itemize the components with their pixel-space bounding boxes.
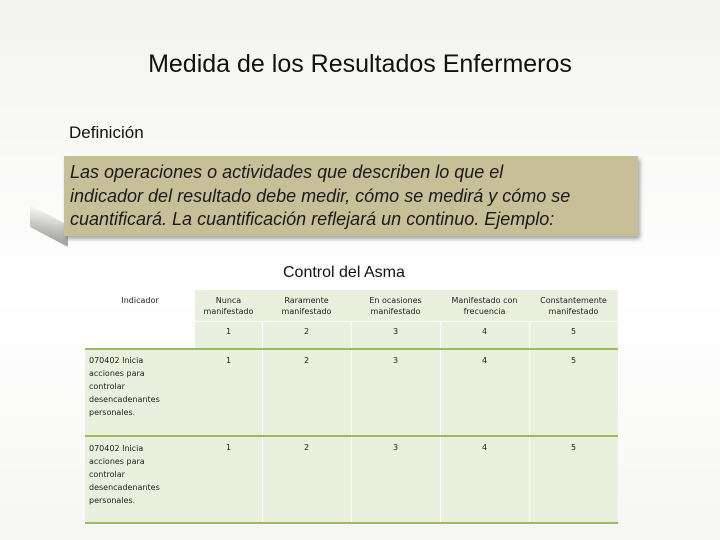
slide-title: Medida de los Resultados Enfermeros xyxy=(148,50,572,78)
callout-line-2: indicador del resultado debe medir, cómo se medirá y cómo se xyxy=(70,185,571,206)
scale-value: 3 xyxy=(392,327,399,336)
row-2-label-line: personales. xyxy=(89,496,136,505)
row-1-label-line: acciones para xyxy=(89,369,145,378)
row-2-value: 1 xyxy=(225,443,232,452)
row-1-value: 5 xyxy=(570,356,577,365)
column-header-4-line-1: Manifestado con xyxy=(451,296,518,305)
column-header-4-line-2: frecuencia xyxy=(463,307,506,316)
row-2-value: 4 xyxy=(481,443,488,452)
row-2-label-line: controlar xyxy=(89,470,125,479)
row-2-label-line: acciones para xyxy=(89,457,145,466)
row-2-label-line: desencadenantes xyxy=(89,483,160,492)
table-col-divider xyxy=(351,321,352,523)
table-title: Control del Asma xyxy=(283,264,405,281)
column-header-5-line-1: Constantemente xyxy=(540,296,607,305)
column-header-1-line-2: manifestado xyxy=(203,307,254,316)
row-1-label-line: 070402 Inicia xyxy=(89,356,144,365)
section-subtitle: Definición xyxy=(69,123,144,142)
column-header-4 xyxy=(440,295,529,317)
scale-value: 4 xyxy=(481,327,488,336)
definition-callout xyxy=(64,156,638,236)
row-2-value: 2 xyxy=(303,443,310,452)
table-col-divider xyxy=(262,321,263,523)
column-header-1-line-1: Nunca xyxy=(215,296,242,305)
column-header-2 xyxy=(262,295,351,317)
scale-value: 5 xyxy=(570,327,577,336)
row-2-indicator xyxy=(85,442,195,507)
table-col-divider xyxy=(440,321,441,523)
row-1-value: 4 xyxy=(481,356,488,365)
column-header-3-line-1: En ocasiones xyxy=(369,296,422,305)
row-2-value: 3 xyxy=(392,443,399,452)
callout-pointer xyxy=(30,205,68,247)
column-header-1 xyxy=(195,295,262,317)
table-row-divider xyxy=(195,321,618,322)
table-rule xyxy=(85,435,618,437)
column-header-5-line-2: manifestado xyxy=(548,307,599,316)
column-header-5 xyxy=(529,295,618,317)
table-col-divider xyxy=(529,321,530,523)
table-rule xyxy=(85,522,618,524)
table-rule xyxy=(85,348,618,350)
column-header-2-line-1: Raramente xyxy=(284,296,329,305)
row-1-value: 3 xyxy=(392,356,399,365)
row-1-value: 2 xyxy=(303,356,310,365)
column-header-indicador: Indicador xyxy=(121,296,159,305)
row-1-value: 1 xyxy=(225,356,232,365)
column-header-2-line-2: manifestado xyxy=(281,307,332,316)
row-1-label-line: personales. xyxy=(89,408,136,417)
column-header-3-line-2: manifestado xyxy=(370,307,421,316)
row-1-label-line: desencadenantes xyxy=(89,395,160,404)
callout-line-3: cuantificará. La cuantificación reflejará un continuo. Ejemplo: xyxy=(70,209,555,229)
callout-line-1: Las operaciones o actividades que describen lo que el xyxy=(70,162,504,182)
scale-value: 1 xyxy=(225,327,232,336)
row-1-label-line: controlar xyxy=(89,382,125,391)
row-2-value: 5 xyxy=(570,443,577,452)
rating-table xyxy=(85,290,618,524)
row-2-label-line: 070402 Inicia xyxy=(89,444,144,453)
row-1-indicator xyxy=(85,354,195,419)
scale-value: 2 xyxy=(303,327,310,336)
column-header-3 xyxy=(351,295,440,317)
